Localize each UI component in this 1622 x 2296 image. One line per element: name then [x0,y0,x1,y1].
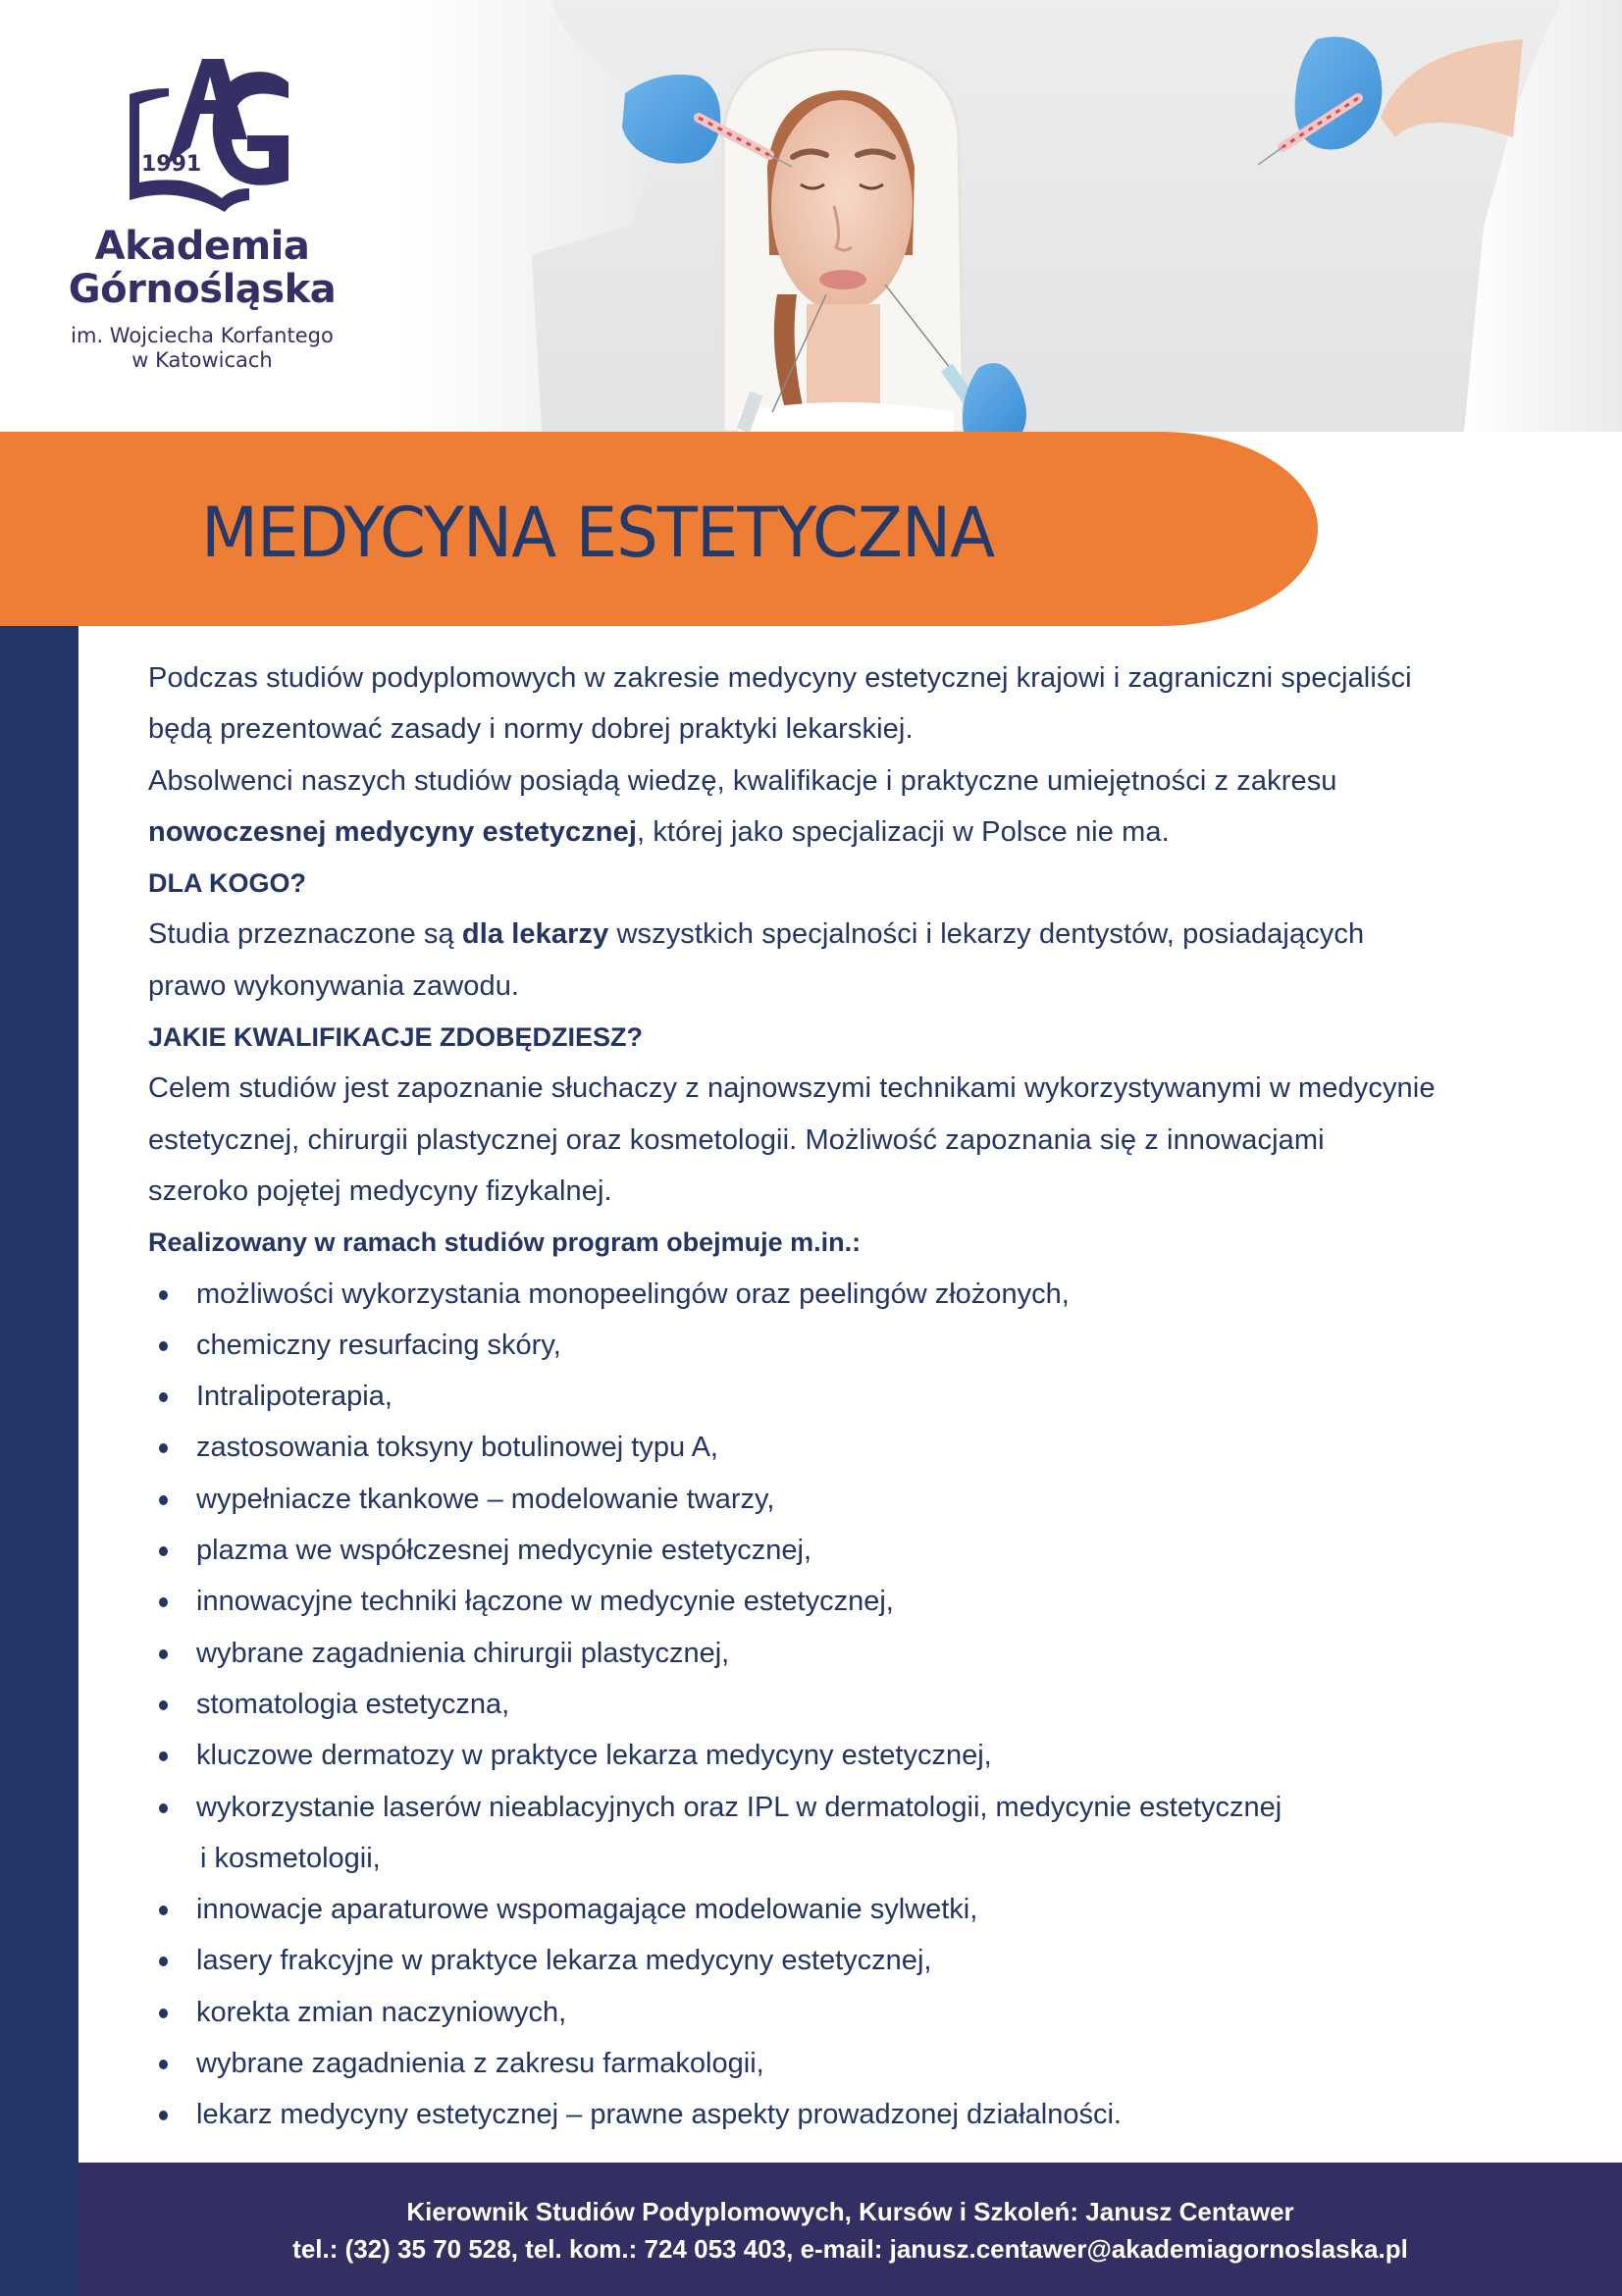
contact-footer [78,2163,1622,2296]
qualifications-line-1: Celem studiów jest zapoznanie słuchaczy z najnowszymi technikami wykorzystywanymi w medycynie [148,1072,1436,1105]
bullet-icon [159,1751,168,1761]
emphasis-for-doctors: dla lekarzy [461,918,609,951]
ag-logo-icon [122,55,290,216]
emphasis-modern-aesthetic-medicine: nowoczesnej medycyny estetycznej [148,815,638,848]
bullet-icon [159,2111,168,2120]
program-item: plazma we współczesnej medycynie estetycznej, [148,1525,1561,1576]
program-item: kluczowe dermatozy w praktyce lekarza medycyny estetycznej, [148,1730,1561,1781]
bullet-icon [159,1803,168,1813]
main-content [148,652,1561,2141]
logo-name-line1: Akademia [94,224,310,269]
program-item: wybrane zagadnienia chirurgii plastycznej, [148,1628,1561,1679]
university-logo [0,0,404,432]
program-item: wybrane zagadnienia z zakresu farmakologii, [148,2038,1561,2089]
program-list [148,1269,1561,2141]
for-whom-pre: Studia przeznaczone są [148,918,462,951]
program-item: stomatologia estetyczna, [148,1679,1561,1730]
for-whom-heading: DLA KOGO? [148,868,306,899]
logo-year: 1991 [141,152,202,177]
program-item: lekarz medycyny estetycznej – prawne aspekty prowadzonej działalności. [148,2089,1561,2140]
bullet-icon [159,1905,168,1915]
bullet-icon [159,1700,168,1710]
bullet-icon [159,1957,168,1966]
program-item: innowacje aparaturowe wspomagające modelowanie sylwetki, [148,1884,1561,1935]
program-item: chemiczny resurfacing skóry, [148,1320,1561,1371]
intro-paragraph-1-line-1: Podczas studiów podyplomowych w zakresie medycyny estetycznej krajowi i zagraniczni specjaliści [148,662,1412,694]
bullet-icon [159,1546,168,1556]
for-whom-line-2: prawo wykonywania zawodu. [148,969,520,1002]
logo-subtitle-line1: im. Wojciecha Korfantego [71,324,334,347]
program-heading: Realizowany w ramach studiów program obejmuje m.in.: [148,1227,862,1258]
bullet-icon [159,1392,168,1402]
program-item: zastosowania toksyny botulinowej typu A, [148,1422,1561,1473]
hero-photo [404,0,1622,432]
page-title: MEDYCYNA ESTETYCZNA [201,493,995,573]
program-item: wypełniacze tkankowe – modelowanie twarzy, [148,1474,1561,1525]
intro-paragraph-2-rest: , której jako specjalizacji w Polsce nie ma. [637,815,1170,848]
bullet-icon [159,1597,168,1607]
program-item-continuation: i kosmetologii, [200,1842,381,1874]
bullet-icon [159,2009,168,2018]
program-director: Kierownik Studiów Podyplomowych, Kursów i Szkoleń: Janusz Centawer [406,2197,1294,2226]
program-item: lasery frakcyjne w praktyce lekarza medycyny estetycznej, [148,1935,1561,1986]
bullet-icon [159,1341,168,1351]
qualifications-line-2: estetycznej, chirurgii plastycznej oraz kosmetologii. Możliwość zapoznania się z innowacjami [148,1123,1325,1156]
logo-subtitle-line2: w Katowicach [131,348,273,372]
intro-paragraph-2-line-1: Absolwenci naszych studiów posiądą wiedzę, kwalifikacje i praktyczne umiejętności z zakresu [148,764,1337,797]
qualifications-heading: JAKIE KWALIFIKACJE ZDOBĘDZIESZ? [148,1022,644,1053]
sidebar-accent-bar [0,626,78,2296]
program-item: Intralipoterapia, [148,1371,1561,1422]
program-item: innowacyjne techniki łączone w medycynie estetycznej, [148,1576,1561,1627]
for-whom-line-1 [148,909,1561,960]
program-item: wykorzystanie laserów nieablacyjnych oraz IPL w dermatologii, medycynie estetycznej i kosmetologii, [148,1782,1561,1885]
qualifications-line-3: szeroko pojętej medycyny fizykalnej. [148,1174,612,1207]
intro-paragraph-1-line-2: będą prezentować zasady i normy dobrej praktyki lekarskiej. [148,713,914,746]
bullet-icon [159,1495,168,1505]
logo-name-line2: Górnośląska [68,267,337,312]
bullet-icon [159,1649,168,1659]
bullet-icon [159,1443,168,1453]
contact-details: tel.: (32) 35 70 528, tel. kom.: 724 053 403, e-mail: janusz.centawer@akademiagornoslaska.pl [292,2234,1408,2264]
for-whom-post: wszystkich specjalności i lekarzy dentystów, posiadających [608,918,1365,951]
program-item: możliwości wykorzystania monopeelingów oraz peelingów złożonych, [148,1269,1561,1320]
bullet-icon [159,1290,168,1300]
intro-paragraph-2-line-2 [148,807,1561,858]
bullet-icon [159,2060,168,2069]
program-item: korekta zmian naczyniowych, [148,1987,1561,2038]
